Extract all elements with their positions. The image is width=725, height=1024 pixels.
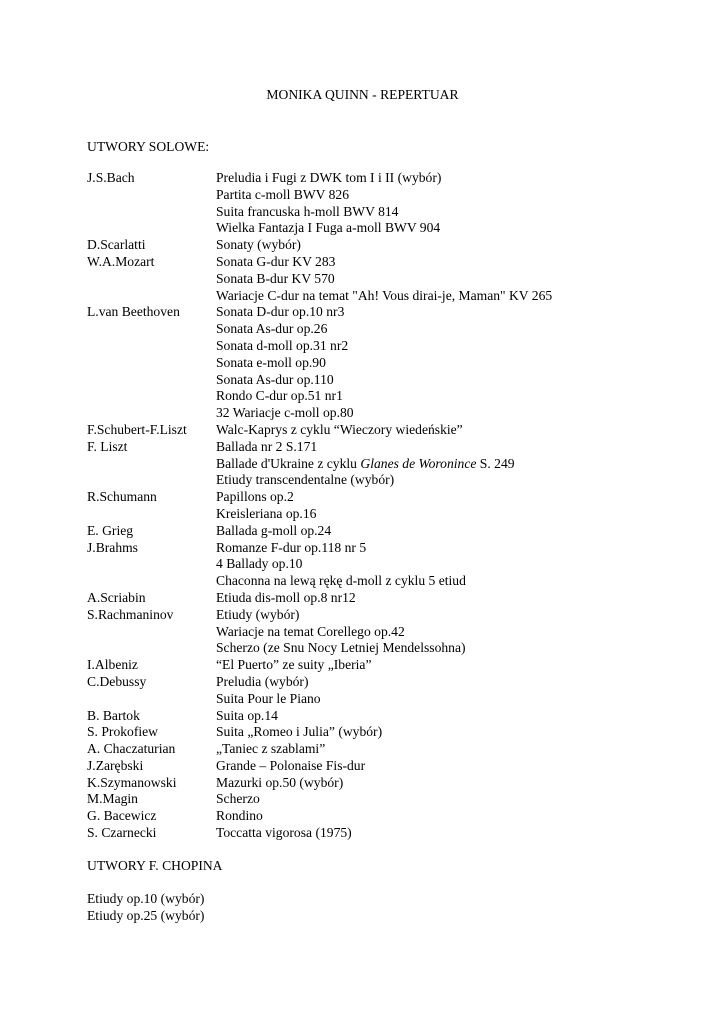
repertoire-row — [87, 204, 707, 221]
composer-name: S.Rachmaninov — [87, 606, 174, 622]
work-title: Rondino — [216, 808, 263, 824]
composer-name — [87, 338, 216, 355]
composer-name: M.Magin — [87, 791, 138, 807]
work-title: Wariacje na temat Corellego op.42 — [216, 623, 405, 639]
repertoire-row — [87, 724, 707, 741]
work-title: Suita „Romeo i Julia” (wybór) — [216, 724, 383, 740]
chopin-works-list — [87, 891, 204, 925]
work-title: Suita Pour le Piano — [216, 690, 321, 706]
repertoire-row — [87, 825, 707, 842]
repertoire-row — [87, 741, 707, 758]
composer-name: A. Chaczaturian — [87, 741, 176, 757]
repertoire-row — [87, 338, 707, 355]
composer-name — [87, 472, 216, 489]
work-title: Sonaty (wybór) — [216, 237, 301, 253]
composer-name — [87, 204, 216, 221]
composer-name — [87, 220, 216, 237]
work-title: Sonata G-dur KV 283 — [216, 253, 336, 269]
composer-name: A.Scriabin — [87, 589, 146, 605]
work-title: Etiudy transcendentalne (wybór) — [216, 472, 395, 488]
work-title: Scherzo — [216, 791, 260, 807]
repertoire-row — [87, 187, 707, 204]
composer-name — [87, 187, 216, 204]
composer-name — [87, 271, 216, 288]
work-title: Etiuda dis-moll op.8 nr12 — [216, 589, 356, 605]
work-title-suffix: S. 249 — [476, 455, 515, 471]
repertoire-row — [87, 388, 707, 405]
work-title: Suita op.14 — [216, 707, 278, 723]
repertoire-row — [87, 590, 707, 607]
work-title: Romanze F-dur op.118 nr 5 — [216, 539, 367, 555]
work-title: Sonata As-dur op.26 — [216, 321, 328, 337]
composer-name: S. Czarnecki — [87, 825, 157, 841]
repertoire-row — [87, 506, 707, 523]
composer-name: D.Scarlatti — [87, 237, 146, 253]
composer-name: G. Bacewicz — [87, 808, 157, 824]
repertoire-row — [87, 456, 707, 473]
composer-name: J.Zarębski — [87, 757, 144, 773]
repertoire-row — [87, 355, 707, 372]
repertoire-row — [87, 674, 707, 691]
repertoire-row — [87, 372, 707, 389]
work-title — [216, 456, 707, 473]
work-title: Walc-Kaprys z cyklu “Wieczory wiedeńskie” — [216, 421, 463, 437]
repertoire-row — [87, 758, 707, 775]
composer-name: F.Schubert-F.Liszt — [87, 421, 187, 437]
work-title: Ballada nr 2 S.171 — [216, 438, 318, 454]
composer-name — [87, 691, 216, 708]
work-title: Etiudy (wybór) — [216, 606, 300, 622]
composer-name: J.Brahms — [87, 539, 138, 555]
repertoire-row — [87, 170, 707, 187]
composer-name: E. Grieg — [87, 522, 134, 538]
work-title: Sonata As-dur op.110 — [216, 371, 334, 387]
page-title: MONIKA QUINN - REPERTUAR — [266, 87, 459, 102]
repertoire-row — [87, 791, 707, 808]
repertoire-row — [87, 556, 707, 573]
work-title-italic: Glanes de Woronince — [360, 455, 477, 471]
repertoire-row — [87, 691, 707, 708]
work-title: Sonata d-moll op.31 nr2 — [216, 337, 349, 353]
chopin-work: Etiudy op.25 (wybór) — [87, 907, 205, 923]
composer-name — [87, 506, 216, 523]
work-title: „Taniec z szablami” — [216, 741, 326, 757]
repertoire-row — [87, 775, 707, 792]
work-title-prefix: Ballade d'Ukraine z cyklu — [216, 455, 361, 471]
composer-name — [87, 372, 216, 389]
composer-name: I.Albeniz — [87, 657, 138, 673]
work-title: Rondo C-dur op.51 nr1 — [216, 388, 343, 404]
repertoire-row — [87, 405, 707, 422]
repertoire-row — [87, 640, 707, 657]
composer-name: W.A.Mozart — [87, 253, 155, 269]
work-title: Ballada g-moll op.24 — [216, 522, 332, 538]
composer-name: K.Szymanowski — [87, 774, 177, 790]
work-title: 32 Wariacje c-moll op.80 — [216, 405, 354, 421]
repertoire-list — [87, 170, 707, 842]
work-title: 4 Ballady op.10 — [216, 556, 303, 572]
work-title: Wariacje C-dur na temat "Ah! Vous dirai-je, Maman" KV 265 — [216, 287, 553, 303]
composer-name: J.S.Bach — [87, 170, 135, 185]
repertoire-row — [87, 439, 707, 456]
work-title: Mazurki op.50 (wybór) — [216, 774, 344, 790]
work-title: Partita c-moll BWV 826 — [216, 186, 350, 202]
work-title: Preludia (wybór) — [216, 673, 309, 689]
work-title: Toccatta vigorosa (1975) — [216, 825, 352, 841]
composer-name — [87, 288, 216, 305]
repertoire-row — [87, 540, 707, 557]
work-title: Grande – Polonaise Fis-dur — [216, 757, 366, 773]
repertoire-row — [87, 271, 707, 288]
repertoire-row — [87, 523, 707, 540]
repertoire-row — [87, 220, 707, 237]
repertoire-row — [87, 808, 707, 825]
work-title: Sonata D-dur op.10 nr3 — [216, 304, 345, 320]
repertoire-row — [87, 708, 707, 725]
composer-name — [87, 556, 216, 573]
composer-name: C.Debussy — [87, 673, 147, 689]
work-title: Papillons op.2 — [216, 489, 294, 505]
repertoire-row — [87, 237, 707, 254]
repertoire-row — [87, 304, 707, 321]
composer-name: F. Liszt — [87, 438, 128, 454]
work-title: Scherzo (ze Snu Nocy Letniej Mendelssohna) — [216, 640, 466, 656]
repertoire-row — [87, 573, 707, 590]
composer-name — [87, 321, 216, 338]
repertoire-row — [87, 422, 707, 439]
work-title: Wielka Fantazja I Fuga a-moll BWV 904 — [216, 220, 441, 236]
composer-name — [87, 456, 216, 473]
repertoire-row — [87, 489, 707, 506]
repertoire-row — [87, 607, 707, 624]
composer-name — [87, 573, 216, 590]
composer-name — [87, 640, 216, 657]
work-title: Sonata e-moll op.90 — [216, 354, 326, 370]
work-title: Chaconna na lewą rękę d-moll z cyklu 5 etiud — [216, 573, 466, 589]
work-title: Kreisleriana op.16 — [216, 505, 317, 521]
composer-name — [87, 624, 216, 641]
work-title: Sonata B-dur KV 570 — [216, 270, 335, 286]
composer-name: R.Schumann — [87, 489, 157, 505]
repertoire-row — [87, 657, 707, 674]
work-title: Suita francuska h-moll BWV 814 — [216, 203, 399, 219]
composer-name: L.van Beethoven — [87, 304, 180, 320]
composer-name — [87, 355, 216, 372]
solo-works-heading: UTWORY SOLOWE: — [87, 139, 210, 154]
work-title: “El Puerto” ze suity „Iberia” — [216, 657, 372, 673]
repertoire-row — [87, 288, 707, 305]
work-title: Preludia i Fugi z DWK tom I i II (wybór) — [216, 170, 442, 185]
repertoire-row — [87, 254, 707, 271]
composer-name: S. Prokofiew — [87, 724, 158, 740]
composer-name — [87, 388, 216, 405]
chopin-works-heading: UTWORY F. CHOPINA — [87, 858, 223, 873]
composer-name: B. Bartok — [87, 707, 140, 723]
composer-name — [87, 405, 216, 422]
repertoire-row — [87, 472, 707, 489]
repertoire-row — [87, 624, 707, 641]
repertoire-row — [87, 321, 707, 338]
chopin-work: Etiudy op.10 (wybór) — [87, 891, 205, 906]
